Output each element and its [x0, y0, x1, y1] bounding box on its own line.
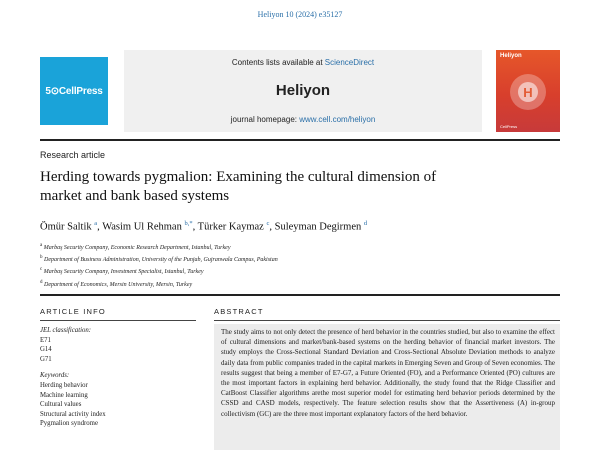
- author-separator: ,: [192, 221, 198, 233]
- affiliation-list: [40, 241, 560, 290]
- journal-cover-image[interactable]: [496, 50, 560, 132]
- abstract-rule: [214, 320, 560, 321]
- journal-header-band: [124, 50, 482, 132]
- affiliation-marker: a: [40, 243, 43, 248]
- keyword: Cultural values: [40, 401, 82, 409]
- author-affil-marker[interactable]: a: [94, 220, 98, 227]
- cellpress-logo[interactable]: [40, 57, 108, 125]
- article-info-panel: [40, 326, 190, 429]
- affiliation-marker: b: [40, 255, 43, 261]
- affiliation-item: [40, 278, 560, 290]
- spacer: [40, 364, 190, 371]
- author-list: [40, 220, 367, 233]
- affiliation-item: [40, 265, 560, 277]
- article-type: Research article: [40, 150, 106, 160]
- cover-letter: H: [518, 82, 538, 102]
- keywords-heading: Keywords:: [40, 372, 70, 380]
- section-divider: [40, 294, 560, 296]
- journal-name: Heliyon: [275, 82, 331, 99]
- affiliation-text: Department of Economics, Mersin University, Mersin, Turkey: [44, 281, 193, 288]
- sciencedirect-link[interactable]: ScienceDirect: [324, 58, 375, 67]
- cellpress-logo-text: 5⊙CellPress: [45, 85, 103, 97]
- affiliation-marker: d: [40, 279, 43, 285]
- jel-code: E71: [40, 336, 51, 344]
- article-info-rule: [40, 320, 196, 321]
- author-name[interactable]: Ömür Saltik: [40, 221, 92, 233]
- article-title: [40, 168, 510, 206]
- author-affil-marker[interactable]: b,*: [184, 220, 193, 227]
- contents-line: [124, 58, 482, 67]
- author-name[interactable]: Türker Kaymaz: [197, 221, 264, 233]
- cover-foot: CellPress: [500, 124, 518, 129]
- jel-code: G14: [40, 346, 52, 354]
- keyword: Herding behavior: [40, 381, 88, 389]
- title-line-2: market and bank based systems: [40, 188, 230, 204]
- contents-prefix: Contents lists available at: [231, 58, 325, 67]
- keyword: Pygmalion syndrome: [40, 420, 98, 428]
- affiliation-text: Marbaş Security Company, Investment Specialist, Istanbul, Turkey: [43, 269, 204, 276]
- author-separator: ,: [97, 221, 103, 233]
- keyword: Machine learning: [40, 391, 88, 399]
- cover-title: Heliyon: [500, 53, 522, 59]
- keyword: Structural activity index: [40, 410, 106, 418]
- abstract-text: The study aims to not only detect the presence of herd behavior in the countries studied, but also to examine the effect of cultural dimensions and market/bank-based systems on the herding behavior of financial market investors. The study employs the Cross-Sectional Standard Deviation and Cross-Sectional Absolute Deviation methods to analyze daily data from public companies traded in the capital markets in Emerging Seven and Group of Seven economies. The results suggest that being a member of E7-G7, a Future Oriented (FO), and a Performance Oriented (PO) cultures are the most important factors in explaining herd behavior. Additionally, the study found that the Ridge Classifier and CatBoost Classifier algorithms arethe most superior model for estimating herd behavior periods determined by the CSSD and CASD models, respectively. The feature selection results show that the Assertiveness (A) in-group collectivism (GC) are the three most important explanatory factors of the herd behavior.: [221, 328, 555, 418]
- journal-citation[interactable]: Heliyon 10 (2024) e35127: [257, 10, 343, 19]
- abstract-panel: [214, 324, 560, 450]
- author-name[interactable]: Wasim Ul Rehman: [102, 221, 182, 233]
- header-divider: [40, 139, 560, 141]
- title-line-1: Herding towards pygmalion: Examining the cultural dimension of: [40, 169, 437, 185]
- author-separator: ,: [269, 221, 275, 233]
- jel-heading: JEL classification:: [40, 327, 92, 334]
- homepage-prefix: journal homepage:: [230, 115, 300, 124]
- author-affil-marker[interactable]: d: [363, 220, 368, 227]
- affiliation-item: [40, 241, 560, 253]
- journal-homepage-link[interactable]: www.cell.com/heliyon: [299, 115, 376, 124]
- journal-masthead: [40, 50, 560, 132]
- affiliation-item: [40, 253, 560, 265]
- homepage-line: [124, 115, 482, 124]
- affiliation-text: Marbaş Security Company, Economic Research Department, Istanbul, Turkey: [43, 245, 231, 251]
- author-name[interactable]: Suleyman Degirmen: [274, 221, 362, 233]
- abstract-heading: ABSTRACT: [214, 307, 264, 316]
- affiliation-marker: c: [40, 267, 43, 273]
- jel-code: G71: [40, 355, 52, 363]
- affiliation-text: Department of Business Administration, University of the Punjab, Gujranwala Campus, Pakistan: [44, 257, 278, 264]
- author-affil-marker[interactable]: c: [266, 220, 270, 227]
- article-info-heading: ARTICLE INFO: [40, 307, 106, 316]
